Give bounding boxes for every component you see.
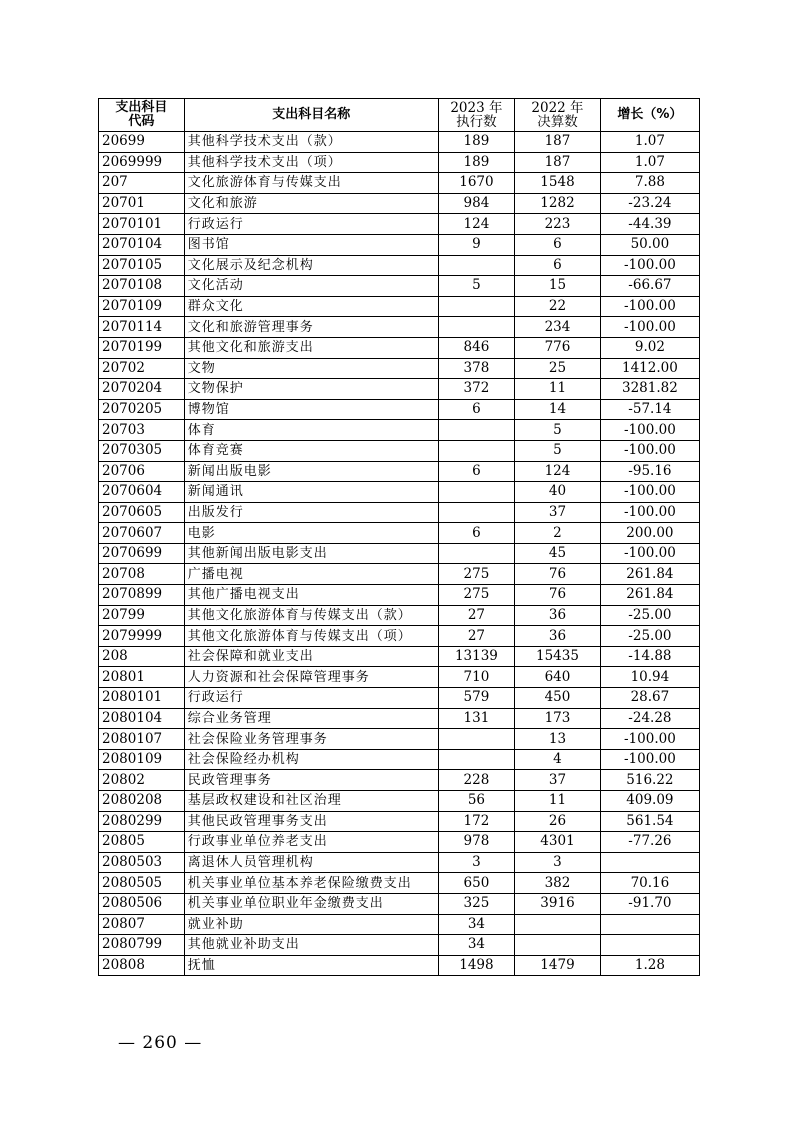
cell-2022-value: 223: [515, 214, 601, 235]
table-row: [99, 234, 700, 255]
table-row: [99, 502, 700, 523]
cell-2023-value: 846: [438, 337, 514, 358]
budget-expenditure-table: [98, 98, 700, 976]
cell-2023-value: 6: [438, 461, 514, 482]
cell-growth-value: -100.00: [600, 482, 699, 503]
cell-name: 其他科学技术支出（款）: [184, 132, 438, 153]
cell-name: 博物馆: [184, 399, 438, 420]
cell-2022-value: 187: [515, 152, 601, 173]
table-row: [99, 173, 700, 194]
cell-2022-value: 5: [515, 440, 601, 461]
cell-growth-value: -23.24: [600, 193, 699, 214]
cell-name: 图书馆: [184, 234, 438, 255]
cell-name: 群众文化: [184, 296, 438, 317]
table-header-row: [99, 99, 700, 132]
cell-2022-value: 36: [515, 626, 601, 647]
table-row: [99, 523, 700, 544]
cell-code: 2070104: [99, 234, 185, 255]
table-row: [99, 605, 700, 626]
table-row: [99, 255, 700, 276]
cell-code: 2080104: [99, 708, 185, 729]
cell-name: 机关事业单位基本养老保险缴费支出: [184, 873, 438, 894]
cell-name: 人力资源和社会保障管理事务: [184, 667, 438, 688]
cell-2023-value: [438, 420, 514, 441]
cell-name: 其他文化和旅游支出: [184, 337, 438, 358]
cell-2023-value: 27: [438, 626, 514, 647]
cell-2023-value: 13139: [438, 646, 514, 667]
cell-code: 2070108: [99, 276, 185, 297]
cell-code: 207: [99, 173, 185, 194]
cell-code: 20805: [99, 832, 185, 853]
cell-name: 社会保障和就业支出: [184, 646, 438, 667]
cell-code: 2079999: [99, 626, 185, 647]
table-row: [99, 564, 700, 585]
cell-name: 离退休人员管理机构: [184, 852, 438, 873]
cell-2023-value: [438, 255, 514, 276]
cell-growth-value: -14.88: [600, 646, 699, 667]
cell-growth-value: -66.67: [600, 276, 699, 297]
cell-name: 行政运行: [184, 688, 438, 709]
cell-growth-value: -44.39: [600, 214, 699, 235]
cell-name: 其他文化旅游体育与传媒支出（项）: [184, 626, 438, 647]
table-row: [99, 749, 700, 770]
table-row: [99, 729, 700, 750]
cell-2023-value: [438, 502, 514, 523]
cell-name: 体育: [184, 420, 438, 441]
cell-growth-value: 516.22: [600, 770, 699, 791]
cell-code: 2080208: [99, 791, 185, 812]
cell-growth-value: 9.02: [600, 337, 699, 358]
cell-name: 综合业务管理: [184, 708, 438, 729]
cell-name: 机关事业单位职业年金缴费支出: [184, 893, 438, 914]
cell-code: 20703: [99, 420, 185, 441]
cell-2022-value: 15: [515, 276, 601, 297]
table-row: [99, 811, 700, 832]
cell-code: 2080506: [99, 893, 185, 914]
cell-growth-value: [600, 914, 699, 935]
cell-name: 电影: [184, 523, 438, 544]
cell-2023-value: [438, 482, 514, 503]
table-row: [99, 214, 700, 235]
cell-2022-value: 45: [515, 543, 601, 564]
cell-name: 基层政权建设和社区治理: [184, 791, 438, 812]
cell-2022-value: 3: [515, 852, 601, 873]
table-row: [99, 337, 700, 358]
cell-2022-value: 1282: [515, 193, 601, 214]
cell-2022-value: 76: [515, 564, 601, 585]
cell-2022-value: 640: [515, 667, 601, 688]
cell-2023-value: [438, 440, 514, 461]
cell-2022-value: 173: [515, 708, 601, 729]
cell-2023-value: 172: [438, 811, 514, 832]
table-row: [99, 379, 700, 400]
table-row: [99, 791, 700, 812]
cell-2023-value: 710: [438, 667, 514, 688]
table-row: [99, 852, 700, 873]
cell-growth-value: [600, 852, 699, 873]
cell-2022-value: 26: [515, 811, 601, 832]
header-growth: 增长（%）: [600, 99, 699, 132]
table-row: [99, 893, 700, 914]
cell-name: 社会保险经办机构: [184, 749, 438, 770]
header-name: 支出科目名称: [184, 99, 438, 132]
cell-2022-value: 1548: [515, 173, 601, 194]
cell-2022-value: 36: [515, 605, 601, 626]
table-row: [99, 461, 700, 482]
cell-code: 20702: [99, 358, 185, 379]
cell-growth-value: 70.16: [600, 873, 699, 894]
cell-2023-value: 5: [438, 276, 514, 297]
cell-2023-value: 34: [438, 935, 514, 956]
cell-code: 20807: [99, 914, 185, 935]
cell-2023-value: 978: [438, 832, 514, 853]
table-row: [99, 770, 700, 791]
table-row: [99, 832, 700, 853]
cell-growth-value: -100.00: [600, 420, 699, 441]
cell-code: 2069999: [99, 152, 185, 173]
cell-2022-value: 4301: [515, 832, 601, 853]
cell-2022-value: 234: [515, 317, 601, 338]
cell-name: 文化展示及纪念机构: [184, 255, 438, 276]
cell-2023-value: 189: [438, 152, 514, 173]
cell-growth-value: -95.16: [600, 461, 699, 482]
cell-growth-value: 1.07: [600, 132, 699, 153]
table-row: [99, 626, 700, 647]
table-row: [99, 132, 700, 153]
cell-code: 20708: [99, 564, 185, 585]
table-row: [99, 543, 700, 564]
cell-code: 2080299: [99, 811, 185, 832]
cell-name: 其他新闻出版电影支出: [184, 543, 438, 564]
cell-name: 其他就业补助支出: [184, 935, 438, 956]
table-row: [99, 296, 700, 317]
cell-2023-value: 6: [438, 399, 514, 420]
cell-2022-value: 124: [515, 461, 601, 482]
cell-code: 2070199: [99, 337, 185, 358]
cell-code: 2080101: [99, 688, 185, 709]
cell-code: 20802: [99, 770, 185, 791]
cell-growth-value: -100.00: [600, 543, 699, 564]
cell-2022-value: 450: [515, 688, 601, 709]
cell-2022-value: 37: [515, 502, 601, 523]
cell-name: 文化和旅游: [184, 193, 438, 214]
cell-2022-value: 3916: [515, 893, 601, 914]
cell-2023-value: 131: [438, 708, 514, 729]
cell-code: 20799: [99, 605, 185, 626]
cell-2022-value: 76: [515, 585, 601, 606]
table-row: [99, 646, 700, 667]
cell-name: 新闻出版电影: [184, 461, 438, 482]
cell-growth-value: 3281.82: [600, 379, 699, 400]
table-row: [99, 358, 700, 379]
cell-2023-value: 378: [438, 358, 514, 379]
cell-growth-value: -100.00: [600, 502, 699, 523]
cell-code: 2070109: [99, 296, 185, 317]
cell-2023-value: 124: [438, 214, 514, 235]
cell-code: 2070105: [99, 255, 185, 276]
table-row: [99, 440, 700, 461]
cell-code: 2070305: [99, 440, 185, 461]
cell-code: 2070607: [99, 523, 185, 544]
cell-growth-value: -25.00: [600, 605, 699, 626]
cell-name: 抚恤: [184, 955, 438, 976]
cell-code: 20808: [99, 955, 185, 976]
cell-2022-value: 382: [515, 873, 601, 894]
cell-growth-value: 7.88: [600, 173, 699, 194]
cell-2022-value: 40: [515, 482, 601, 503]
cell-code: 2070204: [99, 379, 185, 400]
cell-name: 行政运行: [184, 214, 438, 235]
cell-2023-value: 275: [438, 585, 514, 606]
cell-2023-value: 228: [438, 770, 514, 791]
cell-code: 20706: [99, 461, 185, 482]
cell-2022-value: 1479: [515, 955, 601, 976]
cell-2022-value: 37: [515, 770, 601, 791]
cell-name: 文化和旅游管理事务: [184, 317, 438, 338]
cell-2023-value: [438, 296, 514, 317]
cell-name: 民政管理事务: [184, 770, 438, 791]
cell-2022-value: 11: [515, 379, 601, 400]
cell-growth-value: -77.26: [600, 832, 699, 853]
cell-2022-value: 13: [515, 729, 601, 750]
cell-2023-value: 275: [438, 564, 514, 585]
table-row: [99, 914, 700, 935]
cell-code: 2080505: [99, 873, 185, 894]
cell-name: 其他文化旅游体育与传媒支出（款）: [184, 605, 438, 626]
cell-2022-value: 11: [515, 791, 601, 812]
cell-code: 20701: [99, 193, 185, 214]
cell-2023-value: 6: [438, 523, 514, 544]
cell-growth-value: -24.28: [600, 708, 699, 729]
cell-code: 2070605: [99, 502, 185, 523]
cell-name: 其他科学技术支出（项）: [184, 152, 438, 173]
cell-2023-value: 34: [438, 914, 514, 935]
cell-growth-value: 1.07: [600, 152, 699, 173]
cell-growth-value: -100.00: [600, 317, 699, 338]
cell-2023-value: 56: [438, 791, 514, 812]
cell-name: 体育竞赛: [184, 440, 438, 461]
table-row: [99, 955, 700, 976]
cell-2023-value: 325: [438, 893, 514, 914]
cell-growth-value: [600, 935, 699, 956]
cell-growth-value: -100.00: [600, 729, 699, 750]
cell-2023-value: [438, 317, 514, 338]
table-body: [99, 132, 700, 976]
cell-code: 2080503: [99, 852, 185, 873]
cell-code: 20699: [99, 132, 185, 153]
cell-2023-value: [438, 543, 514, 564]
cell-name: 行政事业单位养老支出: [184, 832, 438, 853]
cell-2023-value: [438, 729, 514, 750]
table-row: [99, 708, 700, 729]
cell-2023-value: 1670: [438, 173, 514, 194]
cell-2023-value: 372: [438, 379, 514, 400]
cell-name: 文物: [184, 358, 438, 379]
cell-2022-value: [515, 935, 601, 956]
table-row: [99, 688, 700, 709]
header-code: 支出科目 代码: [99, 99, 185, 132]
cell-code: 2070899: [99, 585, 185, 606]
cell-2023-value: 3: [438, 852, 514, 873]
cell-2023-value: 1498: [438, 955, 514, 976]
table-row: [99, 276, 700, 297]
cell-name: 其他民政管理事务支出: [184, 811, 438, 832]
cell-2022-value: 25: [515, 358, 601, 379]
cell-name: 就业补助: [184, 914, 438, 935]
table-row: [99, 482, 700, 503]
cell-2023-value: 9: [438, 234, 514, 255]
cell-name: 其他广播电视支出: [184, 585, 438, 606]
cell-growth-value: 1412.00: [600, 358, 699, 379]
cell-growth-value: 10.94: [600, 667, 699, 688]
cell-growth-value: 261.84: [600, 585, 699, 606]
table-row: [99, 585, 700, 606]
cell-2022-value: 22: [515, 296, 601, 317]
cell-2022-value: 6: [515, 234, 601, 255]
cell-growth-value: -100.00: [600, 255, 699, 276]
cell-growth-value: 261.84: [600, 564, 699, 585]
cell-code: 2070604: [99, 482, 185, 503]
cell-2023-value: 650: [438, 873, 514, 894]
cell-code: 208: [99, 646, 185, 667]
cell-code: 2070114: [99, 317, 185, 338]
cell-name: 新闻通讯: [184, 482, 438, 503]
cell-name: 社会保险业务管理事务: [184, 729, 438, 750]
cell-growth-value: 28.67: [600, 688, 699, 709]
cell-2022-value: 5: [515, 420, 601, 441]
table-row: [99, 152, 700, 173]
cell-growth-value: -91.70: [600, 893, 699, 914]
cell-code: 2070699: [99, 543, 185, 564]
cell-growth-value: -100.00: [600, 749, 699, 770]
table-row: [99, 873, 700, 894]
cell-growth-value: 50.00: [600, 234, 699, 255]
cell-2022-value: 4: [515, 749, 601, 770]
cell-code: 20801: [99, 667, 185, 688]
cell-2022-value: 6: [515, 255, 601, 276]
cell-growth-value: 561.54: [600, 811, 699, 832]
header-2023: 2023 年 执行数: [438, 99, 514, 132]
cell-growth-value: -25.00: [600, 626, 699, 647]
page-number: — 260 —: [118, 1033, 203, 1053]
cell-growth-value: 409.09: [600, 791, 699, 812]
cell-name: 文化旅游体育与传媒支出: [184, 173, 438, 194]
cell-growth-value: -100.00: [600, 296, 699, 317]
cell-code: 2070101: [99, 214, 185, 235]
table-row: [99, 193, 700, 214]
cell-2023-value: 579: [438, 688, 514, 709]
table-row: [99, 935, 700, 956]
table-row: [99, 667, 700, 688]
table-row: [99, 317, 700, 338]
cell-growth-value: 200.00: [600, 523, 699, 544]
cell-growth-value: -57.14: [600, 399, 699, 420]
cell-name: 文物保护: [184, 379, 438, 400]
cell-growth-value: -100.00: [600, 440, 699, 461]
cell-2023-value: 984: [438, 193, 514, 214]
cell-name: 出版发行: [184, 502, 438, 523]
table-row: [99, 399, 700, 420]
cell-2023-value: 27: [438, 605, 514, 626]
cell-2022-value: 14: [515, 399, 601, 420]
cell-growth-value: 1.28: [600, 955, 699, 976]
cell-name: 广播电视: [184, 564, 438, 585]
cell-2022-value: 776: [515, 337, 601, 358]
cell-2022-value: 187: [515, 132, 601, 153]
cell-code: 2080799: [99, 935, 185, 956]
cell-code: 2080107: [99, 729, 185, 750]
cell-2022-value: 15435: [515, 646, 601, 667]
header-2022: 2022 年 决算数: [515, 99, 601, 132]
cell-2022-value: 2: [515, 523, 601, 544]
cell-code: 2070205: [99, 399, 185, 420]
cell-code: 2080109: [99, 749, 185, 770]
table-row: [99, 420, 700, 441]
cell-2023-value: [438, 749, 514, 770]
cell-2023-value: 189: [438, 132, 514, 153]
cell-2022-value: [515, 914, 601, 935]
cell-name: 文化活动: [184, 276, 438, 297]
